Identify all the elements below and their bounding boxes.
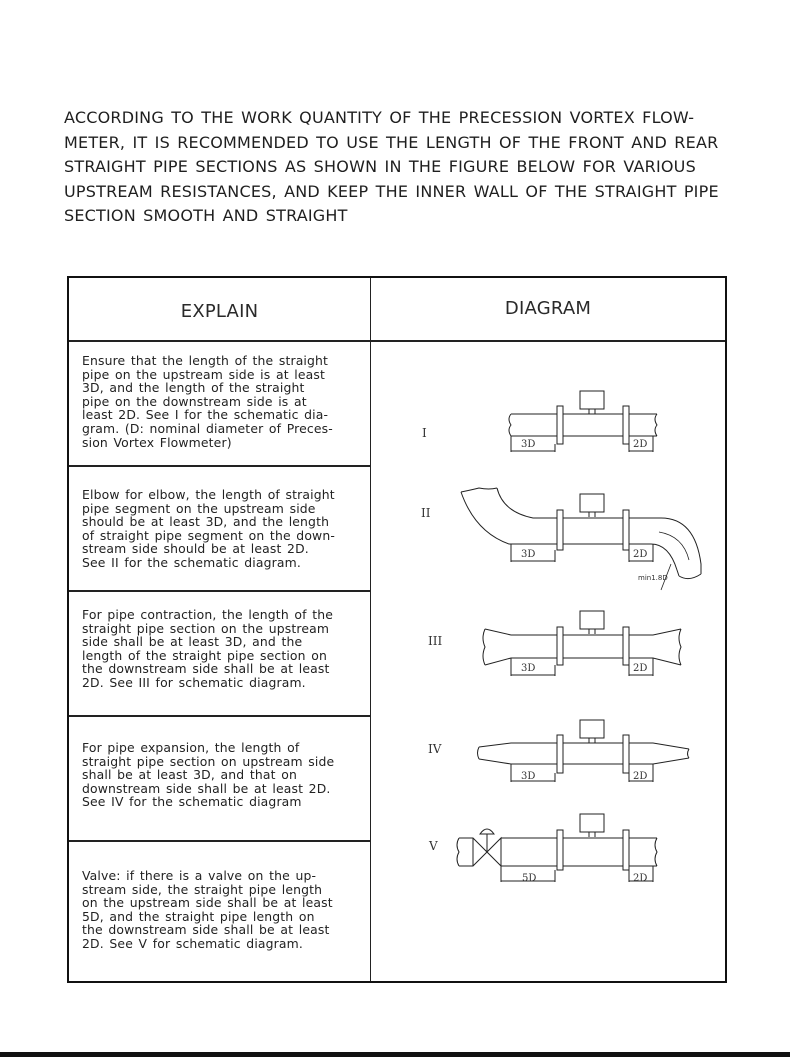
installation-table xyxy=(67,276,727,983)
text-line: stream side should be at least 2D. xyxy=(82,541,309,557)
numeral-label: IV xyxy=(428,742,442,756)
dimension-label-downstream: 2D xyxy=(633,873,648,884)
text-line: should be at least 3D, and the length xyxy=(82,514,330,530)
dimension-label-downstream: 2D xyxy=(633,663,648,674)
text-line: Valve: if there is a valve on the up- xyxy=(82,868,317,883)
text-line: For pipe expansion, the length of xyxy=(82,740,300,755)
dimension-label-downstream: 2D xyxy=(633,549,648,560)
page-bottom-edge xyxy=(0,1052,790,1057)
bend-radius-label: min1.8D xyxy=(638,574,668,582)
text-line: on the upstream side shall be at least xyxy=(82,895,333,911)
text-line: 2D. See V for schematic diagram. xyxy=(82,935,303,951)
dimension-label-upstream: 5D xyxy=(522,873,537,884)
text-line: 3D, and the length of the straight xyxy=(82,380,305,396)
intro-line: STRAIGHT PIPE SECTIONS AS SHOWN IN THE FIGURE BELOW FOR VARIOUS xyxy=(64,157,696,176)
text-line: pipe segment on the upstream side xyxy=(82,500,316,516)
diagram-elbow-pipe-icon xyxy=(371,482,727,607)
intro-line: UPSTREAM RESISTANCES, AND KEEP THE INNER WALL OF THE STRAIGHT PIPE xyxy=(64,181,719,201)
intro-paragraph xyxy=(64,106,744,229)
intro-line: METER, IT IS RECOMMENDED TO USE THE LENGTH OF THE FRONT AND REAR xyxy=(64,132,719,152)
numeral-label: III xyxy=(428,634,443,648)
text-line: least 2D. See I for the schematic dia- xyxy=(82,407,329,423)
table-row-explain-5 xyxy=(69,842,370,983)
explain-text xyxy=(82,608,366,690)
dimension-label-upstream: 3D xyxy=(521,771,536,782)
text-line: the downstream side shall be at least xyxy=(82,661,330,677)
table-row-explain-2 xyxy=(69,467,370,592)
header-diagram: DIAGRAM xyxy=(504,297,592,319)
text-line: Ensure that the length of the straight xyxy=(82,353,329,368)
diagram-column xyxy=(371,342,725,981)
explain-text xyxy=(82,869,366,951)
table-row-explain-4 xyxy=(69,717,370,842)
text-line: shall be at least 3D, and that on xyxy=(82,767,297,783)
text-line: See II for the schematic diagram. xyxy=(82,554,301,570)
header-explain: EXPLAIN xyxy=(180,300,259,322)
text-line: gram. (D: nominal diameter of Preces- xyxy=(82,420,333,436)
diagram-valve-pipe-icon xyxy=(371,812,727,937)
dimension-label-upstream: 3D xyxy=(521,549,536,560)
diagram-contraction-pipe-icon xyxy=(371,599,727,724)
text-line: sion Vortex Flowmeter) xyxy=(82,434,232,450)
text-line: length of the straight pipe section on xyxy=(82,647,327,663)
dimension-label-upstream: 3D xyxy=(521,439,536,450)
numeral-label: II xyxy=(421,506,431,520)
intro-line: SECTION SMOOTH AND STRAIGHT xyxy=(64,206,348,225)
intro-line: ACCORDING TO THE WORK QUANTITY OF THE PRECESSION VORTEX FLOW- xyxy=(64,108,695,127)
text-line: pipe on the downstream side is at xyxy=(82,393,307,409)
table-row-explain-1 xyxy=(69,342,370,467)
text-line: stream side, the straight pipe length xyxy=(82,881,323,897)
text-line: straight pipe section on upstream side xyxy=(82,753,335,769)
text-line: straight pipe section on the upstream xyxy=(82,620,330,636)
table-row-explain-3 xyxy=(69,592,370,717)
dimension-label-downstream: 2D xyxy=(633,439,648,450)
text-line: downstream side shall be at least 2D. xyxy=(82,780,331,796)
numeral-label: I xyxy=(422,426,427,440)
dimension-label-downstream: 2D xyxy=(633,771,648,782)
explain-text xyxy=(82,741,366,809)
text-line: the downstream side shall be at least xyxy=(82,922,330,938)
text-line: 5D, and the straight pipe length on xyxy=(82,908,315,924)
explain-text xyxy=(82,354,366,449)
text-line: side shall be at least 3D, and the xyxy=(82,634,303,650)
text-line: of straight pipe segment on the down- xyxy=(82,527,335,543)
numeral-label: V xyxy=(429,839,438,853)
text-line: Elbow for elbow, the length of straight xyxy=(82,487,335,502)
diagram-straight-pipe-icon xyxy=(371,372,727,497)
text-line: For pipe contraction, the length of the xyxy=(82,607,334,622)
explain-text xyxy=(82,488,366,570)
text-line: pipe on the upstream side is at least xyxy=(82,366,326,382)
text-line: 2D. See III for schematic diagram. xyxy=(82,674,306,690)
table-header-row xyxy=(69,278,725,342)
dimension-label-upstream: 3D xyxy=(521,663,536,674)
text-line: See IV for the schematic diagram xyxy=(82,794,302,810)
